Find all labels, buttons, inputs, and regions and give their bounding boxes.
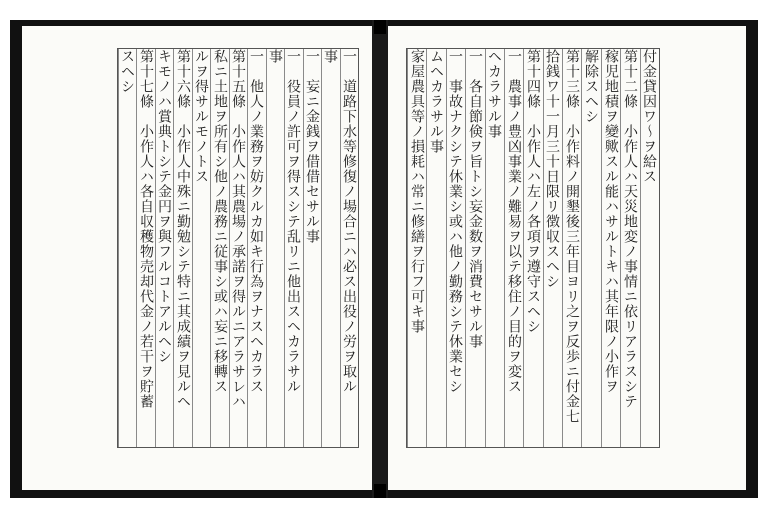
text-column: 第十五條 小作人ハ其農場ノ承諾ヲ得ルニアラサレハ [230, 49, 246, 409]
text-column: 第十六條 小作人中殊ニ勤勉シテ特ニ其成績ヲ見ルヘ [175, 49, 191, 409]
text-column: 第十四條 小作人ハ左ノ各項ヲ遵守スヘシ [525, 49, 541, 334]
text-column: 一 他人ノ業務ヲ妨クルカ如キ行為ヲナスヘカラス [248, 49, 264, 394]
text-column: 解除スヘシ [583, 49, 599, 124]
spine-tab-top [374, 20, 386, 34]
text-column: 第十二條 小作人ハ天災地変ノ事情ニ依リアラスシテ [622, 49, 638, 409]
text-column: 第十三條 小作料ノ開墾後三年目ヨリ之ヲ反歩ニ付金七 [564, 49, 580, 424]
text-column: 事 [322, 49, 338, 64]
text-column: 一 役員ノ許可ヲ得スシテ乱リニ他出スヘカラサル [285, 49, 301, 394]
text-column: 一 道路下水等修復ノ場合ニハ必ス出役ノ労ヲ取ル [341, 49, 357, 394]
spine-tab-bottom [374, 484, 386, 498]
text-column: 第十七條 小作人ハ各自収穫物売却代金ノ若干ヲ貯蓄 [138, 49, 154, 409]
text-column: 一 農事ノ豊凶事業ノ難易ヲ以テ移住ノ目的ヲ変ス [506, 49, 522, 394]
text-column: スヘシ [119, 49, 135, 94]
book-spine [372, 20, 388, 498]
text-column: 私ニ土地ヲ所有シ他ノ農務ニ従事シ或ハ妄ニ移轉ス [212, 49, 228, 394]
text-column: 拾銭ワ十一月三十日限リ徴収スヘシ [544, 49, 560, 289]
text-column: 付金貸因ワ〜ヲ給ス [641, 49, 657, 184]
text-column: ムヘカラサル事 [428, 49, 444, 154]
text-column: キモノハ賞典トシテ金円ヲ與フルコトアルヘシ [156, 49, 172, 364]
text-column: ルヲ得サルモノトス [193, 49, 209, 184]
right-page [388, 26, 746, 490]
text-column: 一 事故ナクシテ休業シ或ハ他ノ勤務シテ休業セシ [447, 49, 463, 394]
open-book [10, 20, 758, 498]
text-column: 事 [267, 49, 283, 64]
text-column: 家屋農具等ノ損耗ハ常ニ修繕ヲ行フ可キ事 [409, 49, 425, 334]
text-column: 一 各自節倹ヲ旨トシ妄金数ヲ消費セサル事 [467, 49, 483, 349]
text-column: 稼児地積ヲ變歟スル能ハサルトキハ其年限ノ小作ヲ [603, 49, 619, 394]
right-page-text-frame [406, 48, 660, 448]
left-page [22, 26, 372, 490]
left-page-text-frame [117, 48, 359, 448]
text-column: ヘカラサル事 [486, 49, 502, 139]
text-column: 一 妄ニ金銭ヲ借借セサル事 [304, 49, 320, 244]
